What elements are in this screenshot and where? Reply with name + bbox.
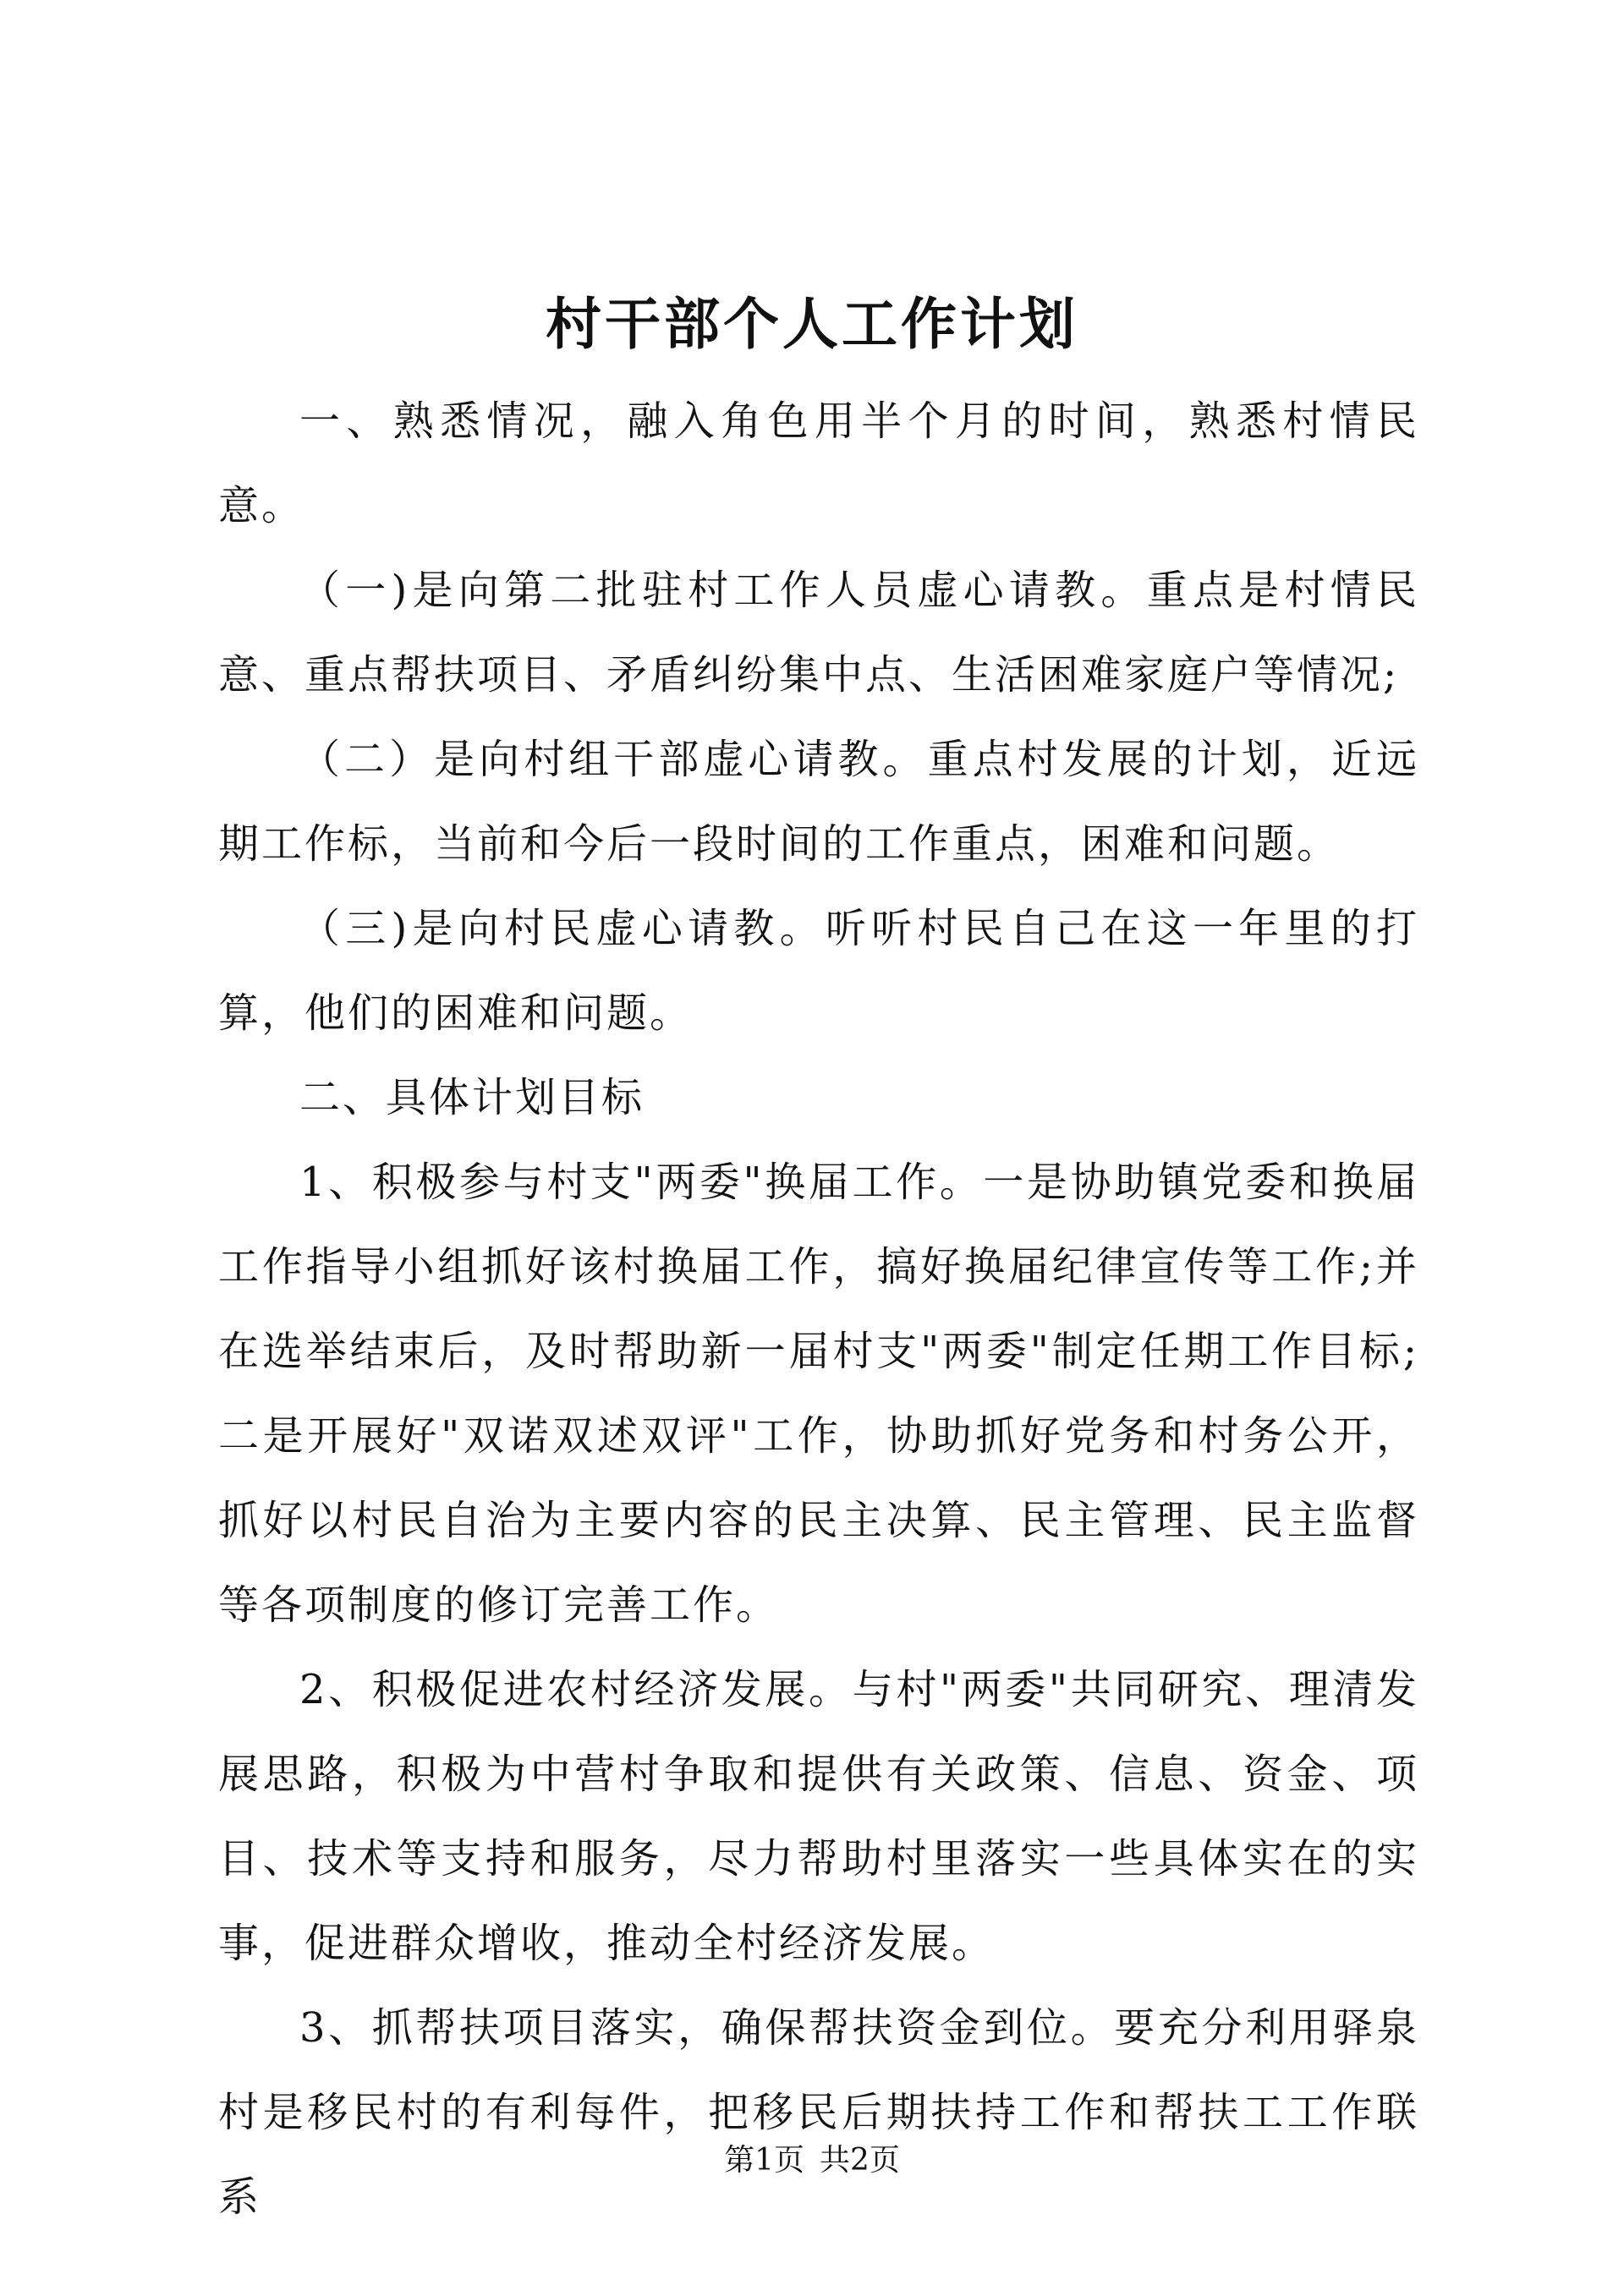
document-title: 村干部个人工作计划	[546, 291, 1078, 357]
page-number: 第1页	[724, 2143, 804, 2178]
paragraph: （三)是向村民虚心请教。听听村民自己在这一年里的打算，他们的困难和问题。	[218, 905, 1419, 1037]
paragraph: （二）是向村组干部虚心请教。重点村发展的计划，近远期工作标，当前和今后一段时间的工作重点，困难和问题。	[218, 736, 1419, 868]
paragraph: 2、积极促进农村经济发展。与村"两委"共同研究、理清发展思路，积极为中营村争取和提供有关政策、信息、资金、项目、技术等支持和服务，尽力帮助村里落实一些具体实在的实事，促进群众增收，推动全村经济发展。	[218, 1666, 1419, 1967]
paragraph: （一)是向第二批驻村工作人员虚心请教。重点是村情民意、重点帮扶项目、矛盾纠纷集中点、生活困难家庭户等情况;	[218, 567, 1419, 699]
page-total: 共2页	[820, 2143, 900, 2178]
document-body	[218, 379, 1419, 2239]
section-heading: 二、具体计划目标	[299, 1074, 645, 1121]
page-footer	[0, 2140, 1624, 2182]
paragraph: 3、抓帮扶项目落实，确保帮扶资金到位。要充分利用驿泉村是移民村的有利每件，把移民后期扶持工作和帮扶工工作联系	[218, 2004, 1419, 2221]
paragraph: 一、熟悉情况，融入角色用半个月的时间，熟悉村情民意。	[218, 397, 1419, 529]
paragraph: 1、积极参与村支"两委"换届工作。一是协助镇党委和换届工作指导小组抓好该村换届工作，搞好换届纪律宣传等工作;并在选举结束后，及时帮助新一届村支"两委"制定任期工作目标;二是开展好"双诺双述双评"工作，协助抓好党务和村务公开，抓好以村民自治为主要内容的民主决算、民主管理、民主监督等各项制度的修订完善工作。	[218, 1159, 1419, 1629]
